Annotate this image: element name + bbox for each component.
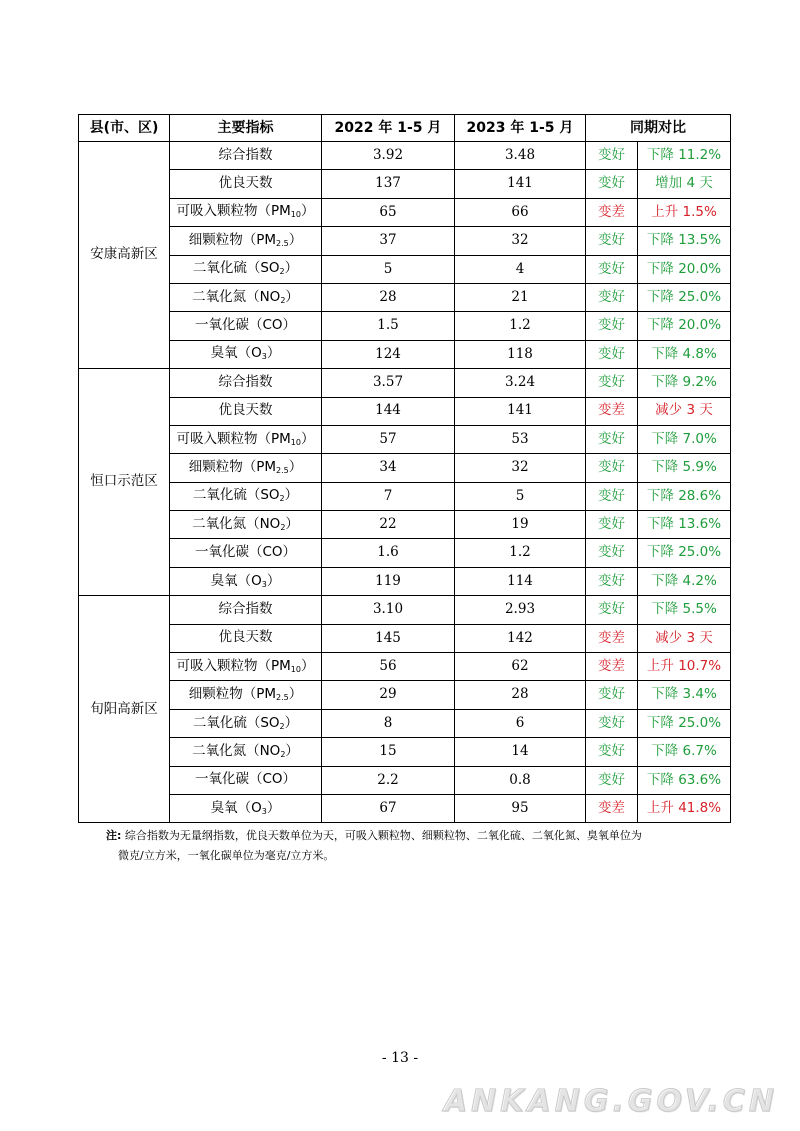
district-cell: 恒口示范区 <box>79 369 170 596</box>
indicator-cell <box>170 596 322 624</box>
table-row <box>79 482 731 510</box>
change-cell: 上升 10.7% <box>638 653 731 681</box>
trend-cell: 变好 <box>586 596 638 624</box>
value-2022-cell: 2.2 <box>322 766 455 794</box>
indicator-cell <box>170 340 322 368</box>
indicator-cell <box>170 738 322 766</box>
indicator-name: 臭氧（O <box>210 572 262 589</box>
value-2023-cell: 32 <box>455 454 586 482</box>
value-2023-cell: 32 <box>455 227 586 255</box>
table-body <box>79 142 731 823</box>
trend-cell: 变差 <box>586 624 638 652</box>
value-2023-cell: 3.48 <box>455 142 586 170</box>
value-2023-cell: 19 <box>455 511 586 539</box>
footnote-line-1: 综合指数为无量纲指数，优良天数单位为天，可吸入颗粒物、细颗粒物、二氧化硫、二氧化氮、臭氧单位为 <box>124 829 642 842</box>
change-cell: 下降 6.7% <box>638 738 731 766</box>
indicator-name: 二氧化氮（NO <box>192 742 281 759</box>
indicator-name: 臭氧（O <box>210 799 262 816</box>
trend-cell: 变好 <box>586 539 638 567</box>
table-row <box>79 539 731 567</box>
indicator-tail: ） <box>266 345 281 362</box>
change-cell: 上升 41.8% <box>638 794 731 822</box>
trend-cell: 变好 <box>586 283 638 311</box>
indicator-tail: ） <box>284 260 299 277</box>
indicator-tail: ） <box>288 458 303 475</box>
table-row <box>79 198 731 226</box>
header-indicator: 主要指标 <box>170 115 322 142</box>
trend-cell: 变好 <box>586 340 638 368</box>
value-2023-cell: 141 <box>455 170 586 198</box>
indicator-cell <box>170 709 322 737</box>
indicator-name: 细颗粒物（PM <box>188 686 277 703</box>
value-2022-cell: 144 <box>322 397 455 425</box>
indicator-cell <box>170 283 322 311</box>
table-row <box>79 227 731 255</box>
value-2023-cell: 0.8 <box>455 766 586 794</box>
indicator-cell <box>170 369 322 397</box>
change-cell: 下降 25.0% <box>638 283 731 311</box>
trend-cell: 变好 <box>586 312 638 340</box>
indicator-subscript: 2 <box>279 494 285 504</box>
change-cell: 上升 1.5% <box>638 198 731 226</box>
indicator-name: 综合指数 <box>218 373 273 390</box>
indicator-subscript: 2.5 <box>276 465 289 475</box>
indicator-tail: ） <box>288 231 303 248</box>
value-2023-cell: 114 <box>455 567 586 595</box>
indicator-subscript: 3 <box>261 352 267 362</box>
indicator-tail: ） <box>300 657 315 674</box>
indicator-cell <box>170 624 322 652</box>
indicator-cell <box>170 170 322 198</box>
table-row <box>79 255 731 283</box>
indicator-subscript: 10 <box>290 437 301 447</box>
change-cell: 减少 3 天 <box>638 397 731 425</box>
value-2022-cell: 57 <box>322 425 455 453</box>
indicator-tail: ） <box>300 203 315 220</box>
air-quality-table <box>78 114 731 823</box>
indicator-tail: ） <box>288 686 303 703</box>
footnote-label: 注: <box>106 829 122 842</box>
indicator-subscript: 2 <box>280 295 286 305</box>
header-comparison: 同期对比 <box>586 115 731 142</box>
indicator-subscript: 2.5 <box>276 238 289 248</box>
trend-cell: 变好 <box>586 766 638 794</box>
indicator-name: 可吸入颗粒物（PM <box>176 430 291 447</box>
change-cell: 增加 4 天 <box>638 170 731 198</box>
indicator-subscript: 2 <box>279 267 285 277</box>
value-2023-cell: 142 <box>455 624 586 652</box>
indicator-name: 优良天数 <box>218 175 273 192</box>
indicator-name: 综合指数 <box>218 146 273 163</box>
trend-cell: 变好 <box>586 738 638 766</box>
value-2022-cell: 3.92 <box>322 142 455 170</box>
value-2023-cell: 3.24 <box>455 369 586 397</box>
table-row <box>79 738 731 766</box>
indicator-name: 二氧化硫（SO <box>192 714 280 731</box>
header-district: 县(市、区) <box>79 115 170 142</box>
indicator-name: 二氧化氮（NO <box>192 515 281 532</box>
indicator-subscript: 2 <box>280 749 286 759</box>
value-2023-cell: 2.93 <box>455 596 586 624</box>
table-row <box>79 397 731 425</box>
indicator-cell <box>170 482 322 510</box>
indicator-name: 一氧化碳（CO） <box>194 771 297 788</box>
value-2022-cell: 56 <box>322 653 455 681</box>
change-cell: 下降 13.6% <box>638 511 731 539</box>
indicator-name: 二氧化硫（SO <box>192 487 280 504</box>
change-cell: 下降 9.2% <box>638 369 731 397</box>
indicator-name: 一氧化碳（CO） <box>194 544 297 561</box>
value-2022-cell: 3.10 <box>322 596 455 624</box>
change-cell: 下降 28.6% <box>638 482 731 510</box>
table-row <box>79 766 731 794</box>
indicator-subscript: 3 <box>261 806 267 816</box>
indicator-cell <box>170 539 322 567</box>
trend-cell: 变好 <box>586 567 638 595</box>
value-2022-cell: 1.5 <box>322 312 455 340</box>
value-2023-cell: 66 <box>455 198 586 226</box>
indicator-name: 可吸入颗粒物（PM <box>176 657 291 674</box>
value-2023-cell: 95 <box>455 794 586 822</box>
change-cell: 下降 5.9% <box>638 454 731 482</box>
change-cell: 下降 13.5% <box>638 227 731 255</box>
trend-cell: 变好 <box>586 681 638 709</box>
table-row <box>79 567 731 595</box>
indicator-name: 可吸入颗粒物（PM <box>176 203 291 220</box>
watermark: ANKANG.GOV.CN <box>443 1084 778 1119</box>
trend-cell: 变好 <box>586 482 638 510</box>
trend-cell: 变差 <box>586 794 638 822</box>
indicator-cell <box>170 567 322 595</box>
value-2023-cell: 5 <box>455 482 586 510</box>
value-2022-cell: 124 <box>322 340 455 368</box>
value-2022-cell: 34 <box>322 454 455 482</box>
indicator-cell <box>170 397 322 425</box>
table-row <box>79 794 731 822</box>
value-2022-cell: 28 <box>322 283 455 311</box>
value-2022-cell: 5 <box>322 255 455 283</box>
indicator-cell <box>170 312 322 340</box>
table-row <box>79 312 731 340</box>
value-2023-cell: 28 <box>455 681 586 709</box>
trend-cell: 变好 <box>586 709 638 737</box>
indicator-cell <box>170 681 322 709</box>
table-row <box>79 709 731 737</box>
value-2023-cell: 141 <box>455 397 586 425</box>
indicator-name: 综合指数 <box>218 600 273 617</box>
indicator-name: 优良天数 <box>218 402 273 419</box>
value-2022-cell: 37 <box>322 227 455 255</box>
indicator-name: 细颗粒物（PM <box>188 458 277 475</box>
indicator-tail: ） <box>285 515 299 532</box>
value-2022-cell: 7 <box>322 482 455 510</box>
change-cell: 下降 25.0% <box>638 709 731 737</box>
value-2023-cell: 1.2 <box>455 312 586 340</box>
indicator-name: 二氧化氮（NO <box>192 288 281 305</box>
indicator-tail: ） <box>300 430 315 447</box>
value-2022-cell: 15 <box>322 738 455 766</box>
indicator-subscript: 2 <box>280 522 286 532</box>
trend-cell: 变好 <box>586 142 638 170</box>
change-cell: 下降 4.2% <box>638 567 731 595</box>
indicator-tail: ） <box>266 799 281 816</box>
trend-cell: 变好 <box>586 511 638 539</box>
indicator-subscript: 2 <box>279 721 285 731</box>
indicator-subscript: 2.5 <box>276 693 289 703</box>
table-row <box>79 653 731 681</box>
table-row <box>79 283 731 311</box>
table-row <box>79 454 731 482</box>
indicator-cell <box>170 142 322 170</box>
change-cell: 下降 20.0% <box>638 312 731 340</box>
change-cell: 下降 63.6% <box>638 766 731 794</box>
value-2022-cell: 67 <box>322 794 455 822</box>
trend-cell: 变好 <box>586 227 638 255</box>
trend-cell: 变好 <box>586 454 638 482</box>
value-2023-cell: 1.2 <box>455 539 586 567</box>
change-cell: 下降 11.2% <box>638 142 731 170</box>
value-2022-cell: 29 <box>322 681 455 709</box>
change-cell: 减少 3 天 <box>638 624 731 652</box>
change-cell: 下降 25.0% <box>638 539 731 567</box>
table-row <box>79 369 731 397</box>
indicator-tail: ） <box>284 487 299 504</box>
indicator-name: 一氧化碳（CO） <box>194 317 297 334</box>
value-2023-cell: 6 <box>455 709 586 737</box>
indicator-tail: ） <box>284 714 299 731</box>
indicator-subscript: 3 <box>261 579 267 589</box>
value-2022-cell: 65 <box>322 198 455 226</box>
indicator-cell <box>170 227 322 255</box>
trend-cell: 变差 <box>586 198 638 226</box>
value-2022-cell: 3.57 <box>322 369 455 397</box>
indicator-name: 优良天数 <box>218 629 273 646</box>
header-2023: 2023 年 1-5 月 <box>455 115 586 142</box>
indicator-name: 臭氧（O <box>210 345 262 362</box>
table-row <box>79 511 731 539</box>
value-2023-cell: 118 <box>455 340 586 368</box>
indicator-subscript: 10 <box>290 664 301 674</box>
indicator-cell <box>170 198 322 226</box>
indicator-tail: ） <box>266 572 281 589</box>
change-cell: 下降 4.8% <box>638 340 731 368</box>
indicator-tail: ） <box>285 288 299 305</box>
value-2023-cell: 21 <box>455 283 586 311</box>
value-2023-cell: 62 <box>455 653 586 681</box>
value-2022-cell: 1.6 <box>322 539 455 567</box>
indicator-cell <box>170 653 322 681</box>
table-row <box>79 596 731 624</box>
value-2022-cell: 119 <box>322 567 455 595</box>
change-cell: 下降 3.4% <box>638 681 731 709</box>
footnote-line-2: 微克/立方米，一氧化碳单位为毫克/立方米。 <box>118 849 335 862</box>
indicator-cell <box>170 794 322 822</box>
change-cell: 下降 20.0% <box>638 255 731 283</box>
indicator-tail: ） <box>285 742 299 759</box>
header-2022: 2022 年 1-5 月 <box>322 115 455 142</box>
table-row <box>79 425 731 453</box>
trend-cell: 变好 <box>586 369 638 397</box>
value-2023-cell: 53 <box>455 425 586 453</box>
table-row <box>79 340 731 368</box>
change-cell: 下降 7.0% <box>638 425 731 453</box>
trend-cell: 变差 <box>586 397 638 425</box>
indicator-cell <box>170 425 322 453</box>
page-number: - 13 - <box>381 1050 419 1066</box>
indicator-cell <box>170 454 322 482</box>
value-2022-cell: 8 <box>322 709 455 737</box>
trend-cell: 变好 <box>586 425 638 453</box>
table-row <box>79 170 731 198</box>
trend-cell: 变好 <box>586 170 638 198</box>
value-2022-cell: 145 <box>322 624 455 652</box>
trend-cell: 变差 <box>586 653 638 681</box>
value-2023-cell: 4 <box>455 255 586 283</box>
table-row <box>79 681 731 709</box>
indicator-cell <box>170 511 322 539</box>
indicator-subscript: 10 <box>290 210 301 220</box>
district-cell: 旬阳高新区 <box>79 596 170 823</box>
table-header-row <box>79 115 731 142</box>
value-2022-cell: 22 <box>322 511 455 539</box>
district-cell: 安康高新区 <box>79 142 170 369</box>
trend-cell: 变好 <box>586 255 638 283</box>
table-row <box>79 624 731 652</box>
change-cell: 下降 5.5% <box>638 596 731 624</box>
indicator-name: 二氧化硫（SO <box>192 260 280 277</box>
footnote <box>106 826 726 866</box>
value-2022-cell: 137 <box>322 170 455 198</box>
indicator-cell <box>170 766 322 794</box>
table-row <box>79 142 731 170</box>
indicator-cell <box>170 255 322 283</box>
value-2023-cell: 14 <box>455 738 586 766</box>
indicator-name: 细颗粒物（PM <box>188 231 277 248</box>
